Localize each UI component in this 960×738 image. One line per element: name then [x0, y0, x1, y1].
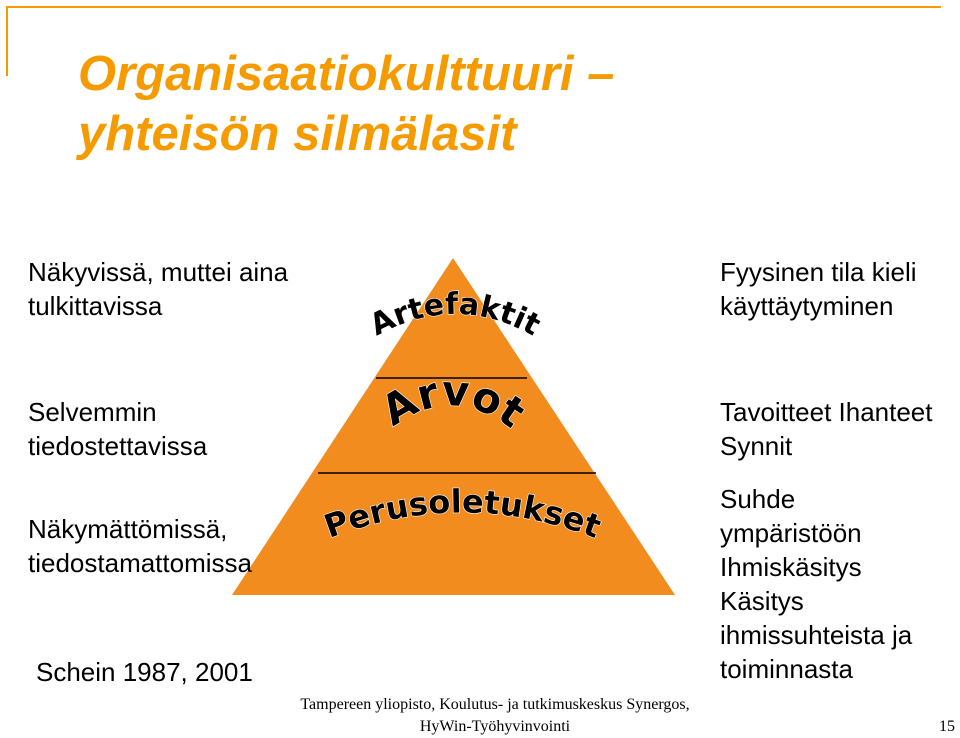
label-visible: Näkyvissä, muttei aina tulkittavissa	[28, 257, 289, 321]
title-line-1: Organisaatiokulttuuri –	[78, 47, 615, 101]
pyramid-label-artifacts: Artefaktit	[364, 286, 546, 344]
label-conscious: Selvemmin tiedostettavissa	[28, 397, 208, 461]
page-number: 15	[939, 718, 955, 735]
title-line-2: yhteisön silmälasit	[78, 107, 517, 161]
pyramid-label-assumptions: Perusoletukset	[319, 482, 606, 546]
label-artifacts-examples: Fyysinen tila kieli käyttäytyminen	[720, 257, 917, 321]
label-invisible: Näkymättömissä, tiedostamattomissa	[28, 514, 252, 578]
label-values-examples: Tavoitteet Ihanteet Synnit	[720, 397, 933, 461]
pyramid-label-values: Arvot	[372, 365, 534, 438]
citation: Schein 1987, 2001	[36, 657, 253, 687]
slide-footer: Tampereen yliopisto, Koulutus- ja tutkimuskeskus Synergos, HyWin-Työhyvinvointi	[300, 696, 690, 735]
label-assumptions-examples: Suhde ympäristöön Ihmiskäsitys Käsitys ihmissuhteista ja toiminnasta	[720, 484, 913, 684]
